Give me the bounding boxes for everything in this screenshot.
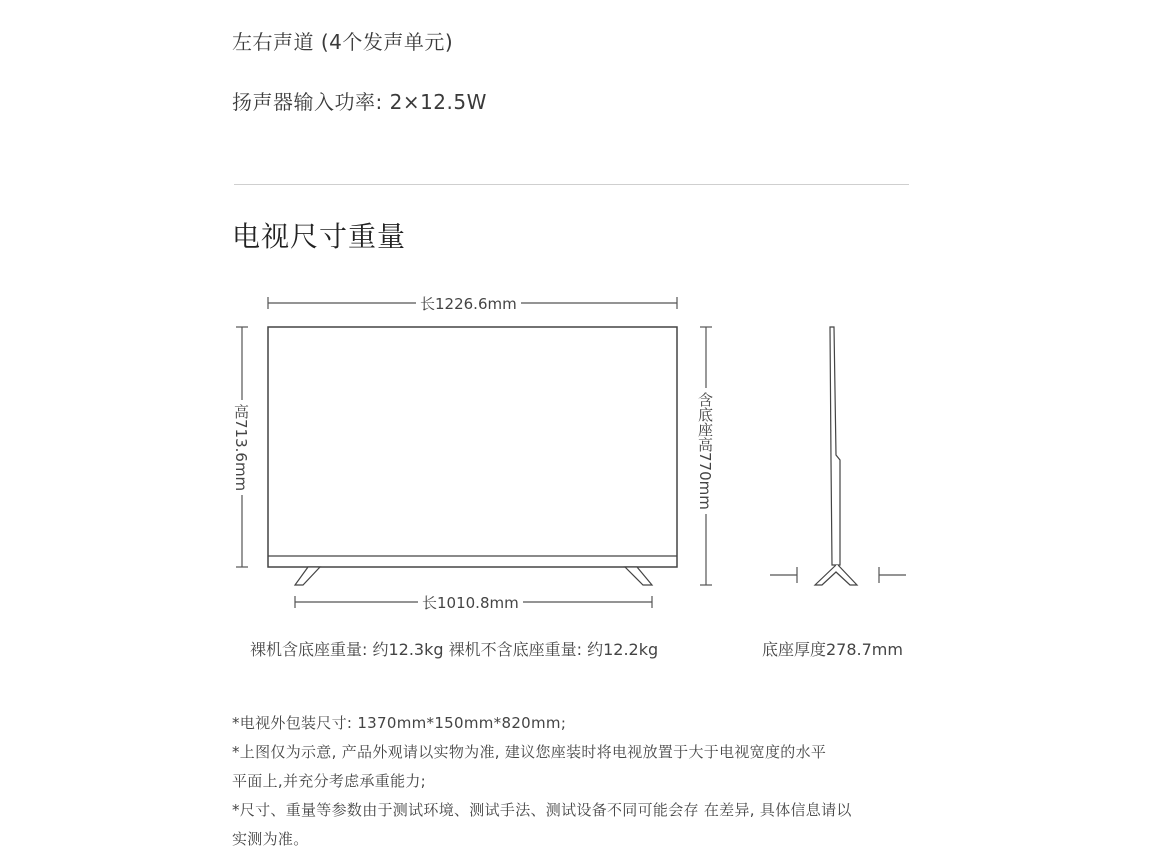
section-title: 电视尺寸重量 <box>232 220 407 253</box>
note-disclaimer-cont: 平面上,并充分考虑承重能力; <box>232 772 427 790</box>
tv-screen-outline <box>268 327 677 567</box>
note-measurement-cont: 实测为准。 <box>232 830 309 848</box>
height-with-base-label: 含底座高770mm <box>695 388 716 514</box>
audio-channels-text: 左右声道 (4个发声单元) <box>232 30 454 54</box>
note-measurement: *尺寸、重量等参数由于测试环境、测试手法、测试设备不同可能会存 在差异, 具体信息请以 <box>232 801 852 819</box>
width-label: 长1226.6mm <box>416 293 521 314</box>
speaker-power-text: 扬声器输入功率: 2×12.5W <box>232 90 487 114</box>
note-packaging: *电视外包装尺寸: 1370mm*150mm*820mm; <box>232 714 567 732</box>
height-label: 高713.6mm <box>231 400 252 495</box>
tv-front-view <box>268 327 677 585</box>
weight-caption: 裸机含底座重量: 约12.3kg 裸机不含底座重量: 约12.2kg <box>250 640 659 659</box>
tv-side-view <box>815 327 857 585</box>
tv-side-stand <box>815 565 857 585</box>
tv-right-foot <box>625 567 652 585</box>
tv-left-foot <box>295 567 320 585</box>
stand-span-label: 长1010.8mm <box>418 592 523 613</box>
base-depth-caption: 底座厚度278.7mm <box>762 640 903 659</box>
note-disclaimer: *上图仅为示意, 产品外观请以实物为准, 建议您座装时将电视放置于大于电视宽度的水平 <box>232 743 827 761</box>
tv-side-panel <box>830 327 840 565</box>
